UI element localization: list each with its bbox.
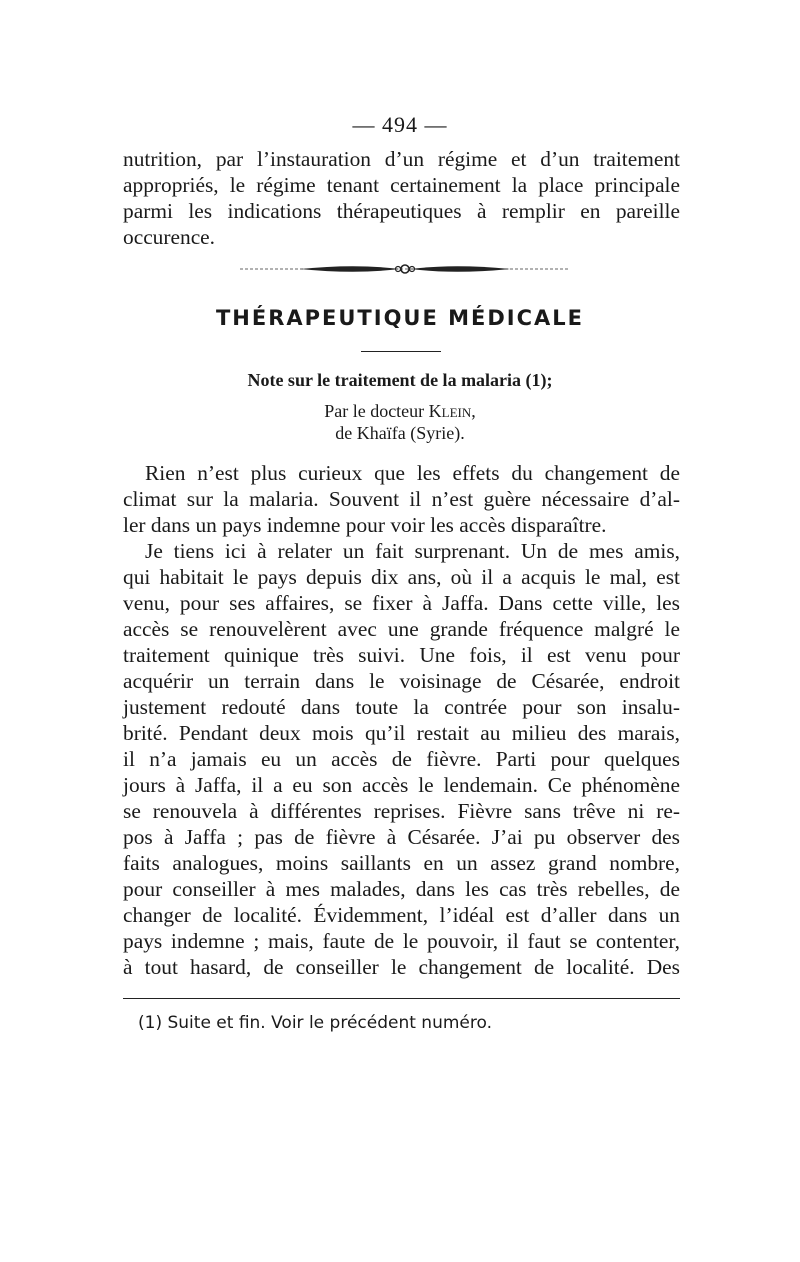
text-line: venu, pour ses affaires, se fixer à Jaffa. Dans cette ville, les bbox=[123, 591, 680, 615]
text-line: appropriés, le régime tenant certainement la place principale bbox=[123, 173, 680, 197]
text-line: climat sur la malaria. Souvent il n’est guère nécessaire d’al- bbox=[123, 487, 680, 511]
text-line: changer de localité. Évidemment, l’idéal est d’aller dans un bbox=[123, 903, 680, 927]
text-line: parmi les indications thérapeutiques à remplir en pareille bbox=[123, 199, 680, 223]
text-line: pour conseiller à mes malades, dans les cas très rebelles, de bbox=[123, 877, 680, 901]
text-line: occurence. bbox=[123, 225, 216, 249]
section-title: THÉRAPEUTIQUE MÉDICALE bbox=[215, 306, 585, 330]
text-line: Je tiens ici à relater un fait surprenant. Un de mes amis, bbox=[145, 539, 680, 563]
page-number: — 494 — bbox=[352, 112, 448, 137]
text-line: il n’a jamais eu un accès de fièvre. Parti pour quelques bbox=[123, 747, 680, 771]
text-line: nutrition, par l’instauration d’un régime et d’un traitement bbox=[123, 147, 680, 171]
text-line: faits analogues, moins saillants en un assez grand nombre, bbox=[123, 851, 680, 875]
text-line: se renouvela à différentes reprises. Fièvre sans trêve ni re- bbox=[123, 799, 680, 823]
text-line: accès se renouvelèrent avec une grande fréquence malgré le bbox=[123, 617, 680, 641]
text-line: qui habitait le pays depuis dix ans, où il a acquis le mal, est bbox=[123, 565, 680, 589]
author-affiliation: de Khaïfa (Syrie). bbox=[335, 423, 465, 443]
body-paragraph-1 bbox=[123, 460, 680, 538]
article-title: Note sur le traitement de la malaria (1); bbox=[247, 370, 553, 390]
intro-paragraph bbox=[123, 146, 680, 250]
title-rule bbox=[361, 351, 441, 352]
footnote-rule bbox=[123, 998, 680, 999]
byline-prefix: Par le docteur bbox=[324, 401, 425, 421]
text-line: ler dans un pays indemne pour voir les accès disparaître. bbox=[123, 513, 607, 537]
text-line: jours à Jaffa, il a eu son accès le lendemain. Ce phénomène bbox=[123, 773, 680, 797]
footnote: (1) Suite et fin. Voir le précédent numéro. bbox=[138, 1013, 492, 1033]
text-line: Rien n’est plus curieux que les effets du changement de bbox=[145, 461, 680, 485]
section-ornament bbox=[240, 262, 570, 276]
body-paragraph-2 bbox=[123, 538, 680, 980]
byline bbox=[0, 400, 800, 422]
text-line: brité. Pendant deux mois qu’il restait au milieu des marais, bbox=[123, 721, 680, 745]
text-line: traitement quinique très suivi. Une fois, il est venu pour bbox=[123, 643, 680, 667]
author-name: Klein, bbox=[428, 401, 476, 421]
text-line: pays indemne ; mais, faute de le pouvoir, il faut se contenter, bbox=[123, 929, 680, 953]
text-line: à tout hasard, de conseiller le changement de localité. Des bbox=[123, 955, 680, 979]
text-line: acquérir un terrain dans le voisinage de Césarée, endroit bbox=[123, 669, 680, 693]
text-line: justement redouté dans toute la contrée pour son insalu- bbox=[123, 695, 680, 719]
text-line: pos à Jaffa ; pas de fièvre à Césarée. J’ai pu observer des bbox=[123, 825, 680, 849]
